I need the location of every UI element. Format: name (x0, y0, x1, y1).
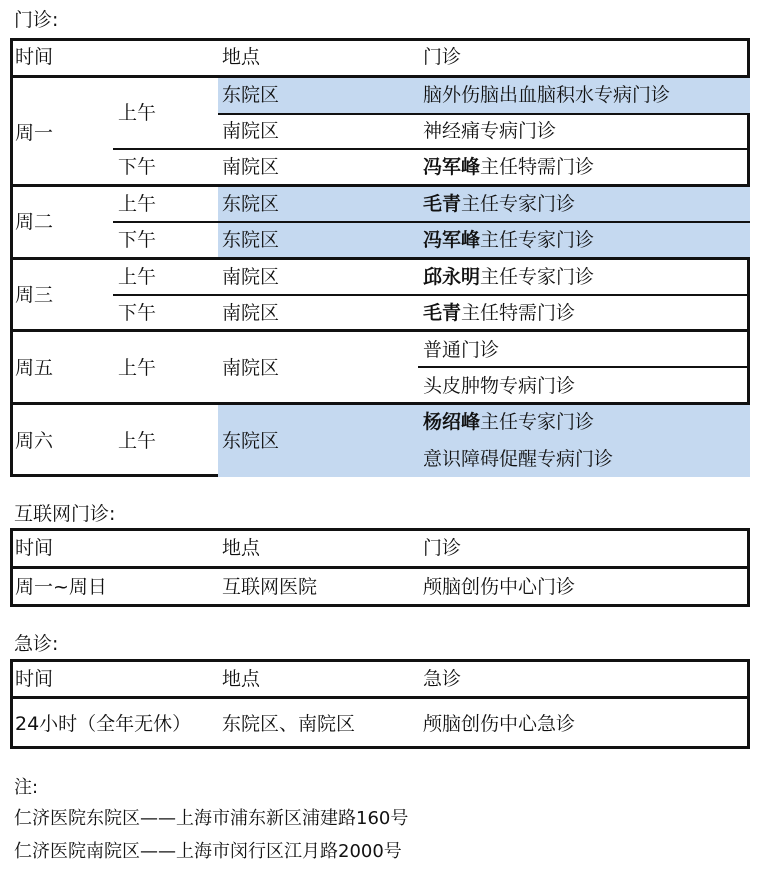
outpatient-title: 门诊: (14, 9, 59, 31)
clinic-cell: 普通门诊 (423, 339, 500, 361)
location-cell: 南院区 (222, 120, 280, 142)
day-label: 周一 (15, 122, 54, 144)
period-label: 上午 (118, 357, 157, 379)
time-cell: 24小时（全年无休） (15, 713, 192, 735)
row-divider (13, 566, 750, 569)
clinic-cell: 头皮肿物专病门诊 (423, 375, 576, 397)
clinic-cell: 冯军峰主任特需门诊 (423, 156, 595, 178)
internet-title: 互联网门诊: (14, 503, 116, 525)
location-cell: 东院区 (222, 193, 280, 215)
row-divider (13, 696, 750, 699)
note-line: 仁济医院南院区——上海市闵行区江月路2000号 (14, 841, 402, 862)
location-cell: 东院区、南院区 (222, 713, 356, 735)
period-label: 上午 (118, 102, 157, 124)
clinic-cell: 脑外伤脑出血脑积水专病门诊 (423, 84, 671, 106)
period-label: 上午 (118, 430, 157, 452)
clinic-cell: 冯军峰主任专家门诊 (423, 229, 595, 251)
day-divider (13, 184, 750, 187)
header-time: 时间 (15, 537, 54, 559)
header-location: 地点 (222, 668, 261, 690)
location-cell: 东院区 (222, 84, 280, 106)
day-label: 周五 (15, 357, 54, 379)
header-time: 时间 (15, 668, 54, 690)
notes-title: 注: (14, 777, 39, 798)
header-location: 地点 (222, 46, 261, 68)
period-label: 上午 (118, 193, 157, 215)
row-divider (113, 148, 750, 150)
header-clinic: 急诊 (423, 668, 462, 690)
time-cell: 周一~周日 (15, 576, 107, 598)
clinic-cell: 邱永明主任专家门诊 (423, 266, 595, 288)
location-cell: 东院区 (222, 430, 280, 452)
header-clinic: 门诊 (423, 537, 462, 559)
location-cell: 互联网医院 (222, 576, 318, 598)
row-divider (113, 294, 750, 296)
clinic-cell: 神经痛专病门诊 (423, 120, 557, 142)
location-cell: 南院区 (222, 156, 280, 178)
row-divider (418, 366, 750, 368)
internet-table (10, 528, 750, 607)
period-label: 下午 (118, 156, 157, 178)
location-cell: 南院区 (222, 302, 280, 324)
location-cell: 东院区 (222, 229, 280, 251)
emergency-title: 急诊: (14, 633, 59, 655)
day-label: 周二 (15, 211, 54, 233)
header-time: 时间 (15, 46, 54, 68)
day-divider (13, 257, 750, 260)
location-cell: 南院区 (222, 266, 280, 288)
day-divider (13, 402, 750, 405)
header-location: 地点 (222, 537, 261, 559)
clinic-cell: 毛青主任专家门诊 (423, 193, 576, 215)
day-divider (13, 329, 750, 332)
header-clinic: 门诊 (423, 46, 462, 68)
clinic-cell: 毛青主任特需门诊 (423, 302, 576, 324)
clinic-cell: 颅脑创伤中心门诊 (423, 576, 576, 598)
location-cell: 南院区 (222, 357, 280, 379)
clinic-cell: 颅脑创伤中心急诊 (423, 713, 576, 735)
clinic-cell: 意识障碍促醒专病门诊 (423, 448, 614, 470)
emergency-table (10, 659, 750, 749)
period-label: 下午 (118, 302, 157, 324)
outpatient-table (10, 38, 750, 477)
period-label: 下午 (118, 229, 157, 251)
row-divider (218, 113, 750, 115)
note-line: 仁济医院东院区——上海市浦东新区浦建路160号 (14, 808, 409, 829)
day-label: 周六 (15, 430, 54, 452)
clinic-cell: 杨绍峰主任专家门诊 (423, 411, 595, 433)
row-divider (13, 75, 750, 78)
row-divider (113, 221, 750, 223)
period-label: 上午 (118, 266, 157, 288)
day-label: 周三 (15, 284, 54, 306)
